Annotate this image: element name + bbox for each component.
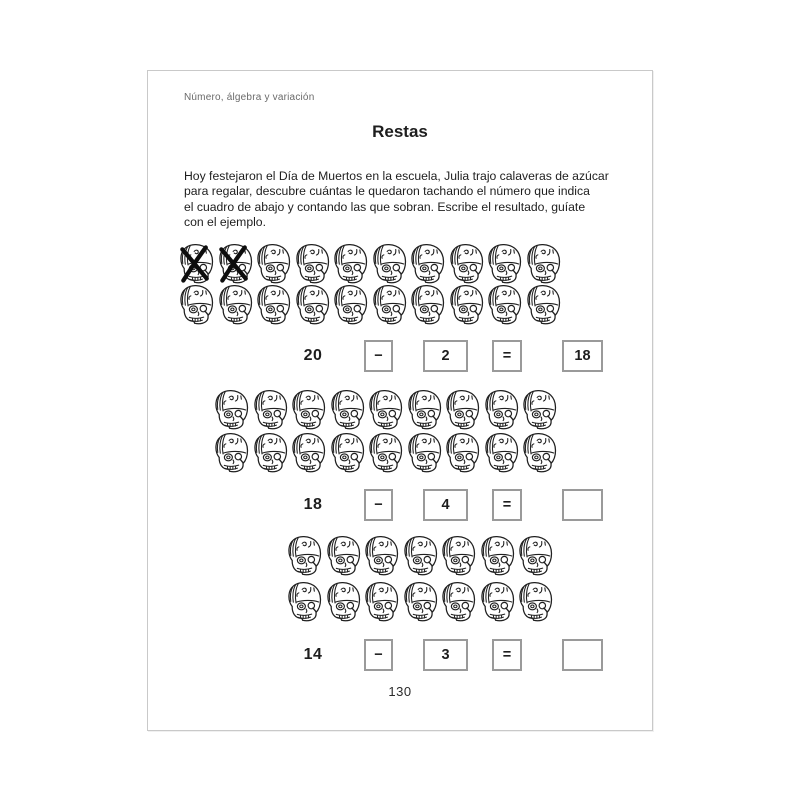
sugar-skull-icon <box>402 581 439 622</box>
sugar-skull-icon <box>290 432 327 473</box>
skull-icon[interactable] <box>332 284 371 325</box>
skull-icon[interactable] <box>409 284 448 325</box>
sugar-skull-icon <box>521 389 558 430</box>
equation-3 <box>148 639 652 671</box>
skull-icon[interactable] <box>486 243 525 284</box>
sugar-skull-icon <box>217 284 254 325</box>
subtrahend-box <box>423 340 468 372</box>
skull-row <box>213 432 560 473</box>
skull-icon[interactable] <box>440 581 479 622</box>
skull-icon[interactable] <box>444 389 483 430</box>
sugar-skull-icon <box>325 581 362 622</box>
skull-icon[interactable] <box>367 389 406 430</box>
skull-icon[interactable] <box>517 535 556 576</box>
sugar-skull-icon <box>479 535 516 576</box>
skull-group-1 <box>178 243 563 325</box>
sugar-skull-icon <box>479 581 516 622</box>
skull-icon[interactable] <box>286 535 325 576</box>
skull-icon[interactable] <box>363 535 402 576</box>
skull-icon-crossed[interactable] <box>178 243 217 284</box>
skull-icon[interactable] <box>444 432 483 473</box>
skull-icon[interactable] <box>409 243 448 284</box>
skull-icon[interactable] <box>371 243 410 284</box>
minuend-value: 20 <box>303 347 323 364</box>
sugar-skull-icon <box>406 432 443 473</box>
sugar-skull-icon <box>444 432 481 473</box>
subtrahend-box <box>423 489 468 521</box>
skull-group-2 <box>213 389 560 475</box>
minus-sign: − <box>374 348 383 364</box>
sugar-skull-icon <box>517 535 554 576</box>
sugar-skull-icon <box>178 284 215 325</box>
skull-row <box>213 389 560 430</box>
sugar-skull-icon <box>402 535 439 576</box>
skull-icon[interactable] <box>213 389 252 430</box>
instructions-line: para regalar, descubre cuántas le quedaron tachando el número que indica <box>184 184 590 199</box>
sugar-skull-icon <box>371 284 408 325</box>
equation-1 <box>148 340 652 372</box>
sugar-skull-icon <box>448 243 485 284</box>
sugar-skull-icon <box>178 243 215 284</box>
skull-icon[interactable] <box>521 389 560 430</box>
sugar-skull-icon <box>252 389 289 430</box>
skull-row <box>178 243 563 284</box>
subtrahend-box <box>423 639 468 671</box>
skull-icon[interactable] <box>286 581 325 622</box>
sugar-skull-icon <box>286 535 323 576</box>
skull-icon[interactable] <box>406 432 445 473</box>
skull-row <box>286 581 556 622</box>
skull-icon[interactable] <box>252 432 291 473</box>
result-box[interactable] <box>562 340 603 372</box>
skull-icon[interactable] <box>213 432 252 473</box>
sugar-skull-icon <box>294 284 331 325</box>
sugar-skull-icon <box>486 284 523 325</box>
sugar-skull-icon <box>521 432 558 473</box>
skull-row <box>178 284 563 325</box>
sugar-skull-icon <box>332 243 369 284</box>
page-number: 130 <box>388 684 412 699</box>
instructions-text <box>184 169 644 230</box>
skull-row <box>286 535 556 576</box>
minus-operator-box <box>364 639 393 671</box>
skull-icon[interactable] <box>483 432 522 473</box>
skull-icon[interactable] <box>521 432 560 473</box>
sugar-skull-icon <box>363 581 400 622</box>
skull-icon[interactable] <box>290 432 329 473</box>
skull-icon[interactable] <box>217 284 256 325</box>
minuend-value: 18 <box>303 496 323 513</box>
skull-icon[interactable] <box>402 535 441 576</box>
skull-icon[interactable] <box>448 243 487 284</box>
skull-icon[interactable] <box>486 284 525 325</box>
skull-icon[interactable] <box>329 432 368 473</box>
subtrahend-value: 3 <box>441 647 450 663</box>
minus-sign: − <box>374 497 383 513</box>
result-box-empty[interactable] <box>562 489 603 521</box>
skull-icon[interactable] <box>325 581 364 622</box>
skull-icon[interactable] <box>290 389 329 430</box>
skull-icon[interactable] <box>178 284 217 325</box>
sugar-skull-icon <box>363 535 400 576</box>
sugar-skull-icon <box>286 581 323 622</box>
minus-sign: − <box>374 647 383 663</box>
sugar-skull-icon <box>525 284 562 325</box>
skull-icon[interactable] <box>252 389 291 430</box>
result-value: 18 <box>574 348 591 364</box>
sugar-skull-icon <box>294 243 331 284</box>
equals-sign: = <box>502 348 512 364</box>
sugar-skull-icon <box>483 389 520 430</box>
skull-group-3 <box>286 535 556 627</box>
sugar-skull-icon <box>252 432 289 473</box>
skull-icon[interactable] <box>294 243 333 284</box>
skull-icon[interactable] <box>479 581 518 622</box>
skull-icon[interactable] <box>325 535 364 576</box>
equation-2 <box>148 489 652 521</box>
sugar-skull-icon <box>329 432 366 473</box>
skull-icon[interactable] <box>363 581 402 622</box>
skull-icon[interactable] <box>479 535 518 576</box>
sugar-skull-icon <box>409 243 446 284</box>
sugar-skull-icon <box>290 389 327 430</box>
skull-icon[interactable] <box>367 432 406 473</box>
skull-icon[interactable] <box>483 389 522 430</box>
skull-icon[interactable] <box>517 581 556 622</box>
equals-sign-box <box>492 639 522 671</box>
sugar-skull-icon <box>486 243 523 284</box>
skull-icon-crossed[interactable] <box>217 243 256 284</box>
sugar-skull-icon <box>517 581 554 622</box>
sugar-skull-icon <box>367 432 404 473</box>
instructions-line: con el ejemplo. <box>184 214 266 229</box>
skull-icon[interactable] <box>406 389 445 430</box>
sugar-skull-icon <box>444 389 481 430</box>
sugar-skull-icon <box>440 535 477 576</box>
instructions-line: el cuadro de abajo y contando las que sobran. Escribe el resultado, guíate <box>184 199 586 214</box>
sugar-skull-icon <box>255 243 292 284</box>
skull-icon[interactable] <box>448 284 487 325</box>
sugar-skull-icon <box>325 535 362 576</box>
equals-sign-box <box>492 340 522 372</box>
sugar-skull-icon <box>332 284 369 325</box>
workbook-page <box>147 70 653 731</box>
sugar-skull-icon <box>371 243 408 284</box>
sugar-skull-icon <box>406 389 443 430</box>
skull-icon[interactable] <box>440 535 479 576</box>
sugar-skull-icon <box>217 243 254 284</box>
skull-icon[interactable] <box>329 389 368 430</box>
minus-operator-box <box>364 489 393 521</box>
result-box-empty[interactable] <box>562 639 603 671</box>
section-header: Número, álgebra y variación <box>184 92 315 103</box>
skull-icon[interactable] <box>371 284 410 325</box>
page-title: Restas <box>372 122 428 141</box>
sugar-skull-icon <box>525 243 562 284</box>
skull-icon[interactable] <box>402 581 441 622</box>
skull-icon[interactable] <box>255 284 294 325</box>
subtrahend-value: 2 <box>441 348 450 364</box>
skull-icon[interactable] <box>525 284 564 325</box>
sugar-skull-icon <box>213 432 250 473</box>
skull-icon[interactable] <box>294 284 333 325</box>
subtrahend-value: 4 <box>441 497 450 513</box>
skull-icon[interactable] <box>525 243 564 284</box>
sugar-skull-icon <box>483 432 520 473</box>
sugar-skull-icon <box>409 284 446 325</box>
sugar-skull-icon <box>329 389 366 430</box>
sugar-skull-icon <box>448 284 485 325</box>
equals-sign-box <box>492 489 522 521</box>
equals-sign: = <box>502 647 512 663</box>
skull-icon[interactable] <box>255 243 294 284</box>
minus-operator-box <box>364 340 393 372</box>
minuend-value: 14 <box>303 646 323 663</box>
instructions-line: Hoy festejaron el Día de Muertos en la escuela, Julia trajo calaveras de azúcar <box>184 169 609 183</box>
sugar-skull-icon <box>255 284 292 325</box>
skull-icon[interactable] <box>332 243 371 284</box>
sugar-skull-icon <box>367 389 404 430</box>
sugar-skull-icon <box>213 389 250 430</box>
equals-sign: = <box>502 497 512 513</box>
sugar-skull-icon <box>440 581 477 622</box>
